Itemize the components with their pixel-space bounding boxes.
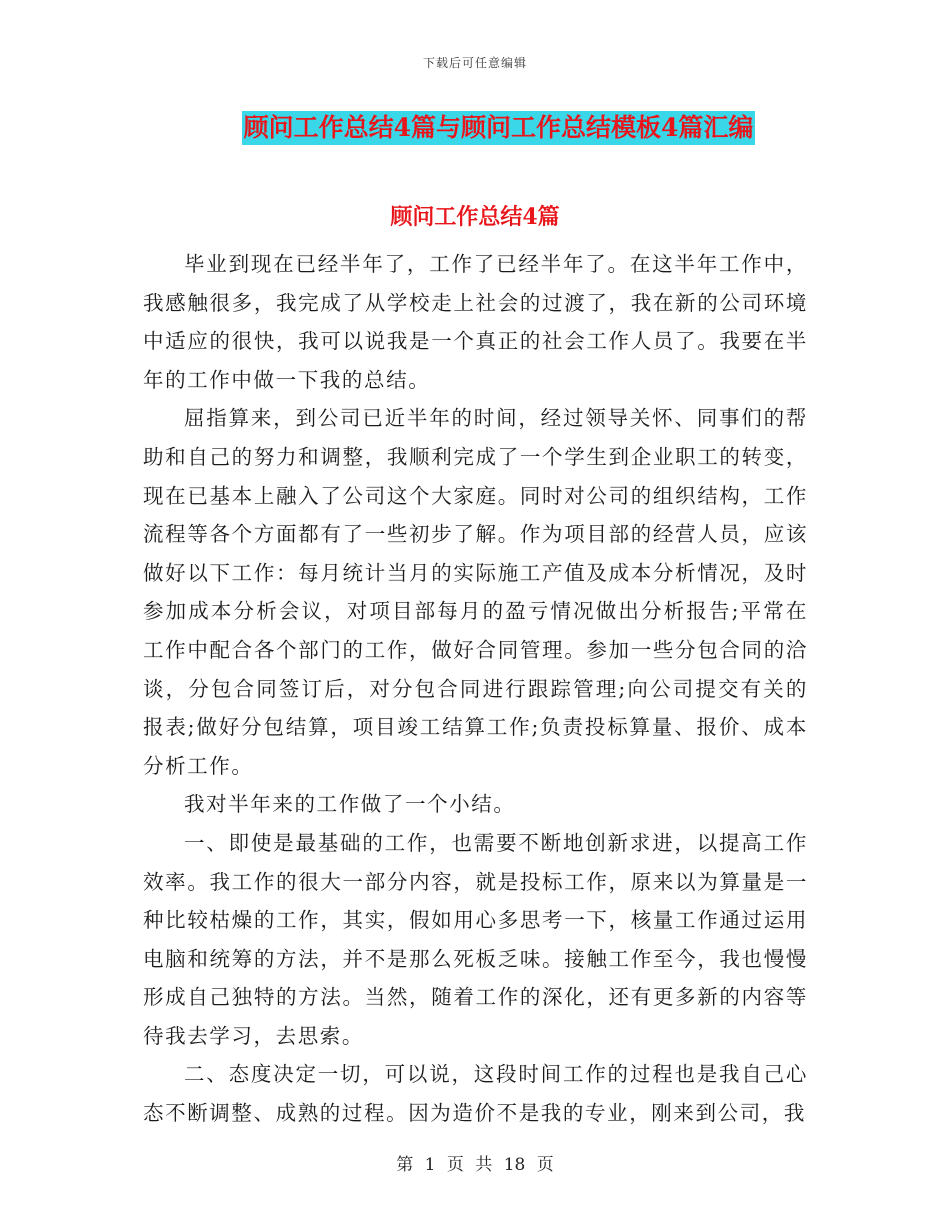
paragraph-5: 二、态度决定一切，可以说，这段时间工作的过程也是我自己心态不断调整、成熟的过程。因为造价不是我的专业，刚来到公司，我 [143, 1062, 808, 1126]
paragraph-4: 一、即使是最基础的工作，也需要不断地创新求进，以提高工作效率。我工作的很大一部分内容，就是投标工作，原来以为算量是一种比较枯燥的工作，其实，假如用心多思考一下，核量工作通过运用电脑和统筹的方法，并不是那么死板乏味。接触工作至今，我也慢慢形成自己独特的方法。当然，随着工作的深化，还有更多新的内容等待我去学习，去思索。 [143, 830, 808, 1048]
page-footer-indicator: 第 1 页 共 18 页 [396, 1155, 554, 1175]
main-title-container [0, 111, 950, 145]
section-title: 顾问工作总结4篇 [390, 204, 560, 230]
document-body [143, 245, 808, 1133]
document-main-title: 顾问工作总结4篇与顾问工作总结模板4篇汇编 [242, 111, 756, 145]
page-header-note: 下载后可任意编辑 [422, 56, 527, 70]
paragraph-3: 我对半年来的工作做了一个小结。 [184, 792, 516, 817]
paragraph-1: 毕业到现在已经半年了，工作了已经半年了。在这半年工作中，我感触很多，我完成了从学校走上社会的过渡了，我在新的公司环境中适应的很快，我可以说我是一个真正的社会工作人员了。我要在半年的工作中做一下我的总结。 [143, 252, 808, 392]
paragraph-2: 屈指算来，到公司已近半年的时间，经过领导关怀、同事们的帮助和自己的努力和调整，我顺利完成了一个学生到企业职工的转变，现在已基本上融入了公司这个大家庭。同时对公司的组织结构，工作流程等各个方面都有了一些初步了解。作为项目部的经营人员，应该做好以下工作：每月统计当月的实际施工产值及成本分析情况，及时参加成本分析会议，对项目部每月的盈亏情况做出分析报告;平常在工作中配合各个部门的工作，做好合同管理。参加一些分包合同的洽谈，分包合同签订后，对分包合同进行跟踪管理;向公司提交有关的报表;做好分包结算，项目竣工结算工作;负责投标算量、报价、成本分析工作。 [143, 406, 808, 778]
